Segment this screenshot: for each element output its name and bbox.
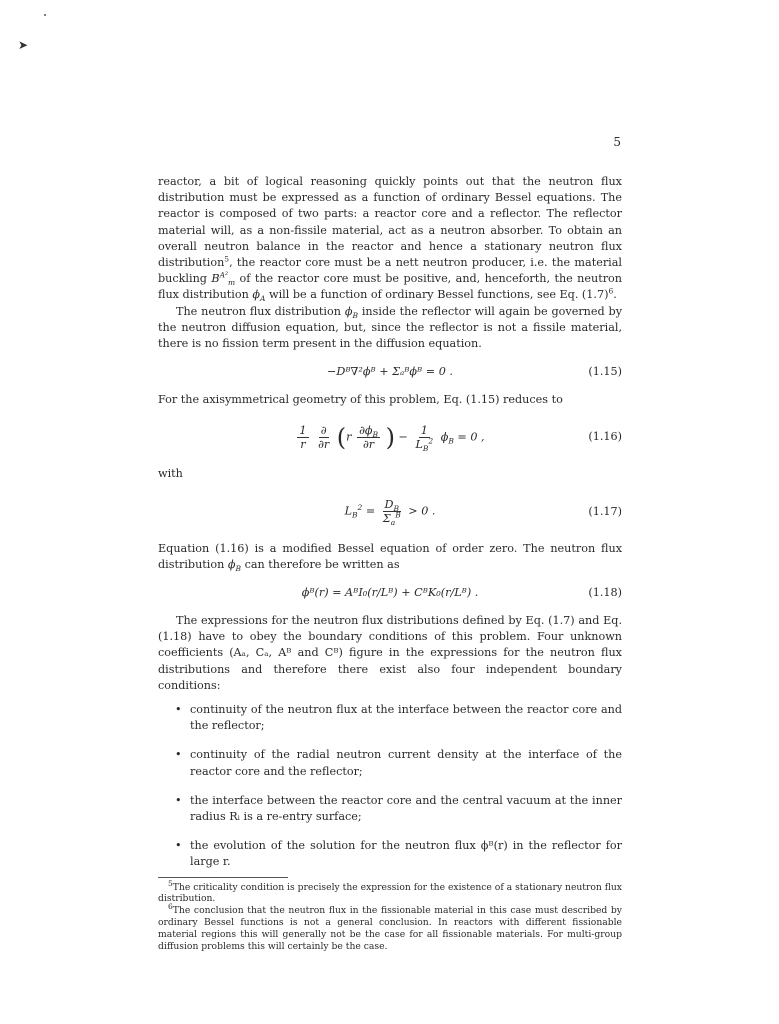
list-item: • the interface between the reactor core and the central vacuum at the inner radius Rᵢ is a re-entry surface; [190,793,622,825]
footnote-5: $^5$The criticality condition is precisely the expression for the existence of a stationary neutron flux distribution. [158,878,622,905]
boundary-conditions-list [158,702,622,871]
list-item: • continuity of the radial neutron current density at the interface of the reactor core and the reflector; [190,747,622,779]
equation-1-18: ϕᴮ(r) = AᴮI₀(r/Lᴮ) + CᴮK₀(r/Lᴮ) . (1.18) [301,585,622,599]
paragraph-3: Equation (1.16) is a modified Bessel equation of order zero. The neutron flux distribution $\phi_B$ can therefore be written as [158,541,622,574]
footnotes [158,878,622,953]
paragraph-2: The neutron flux distribution $\phi_B$ inside the reflector will again be governed by the neutron diffusion equation, but, since the reflector is not a fissile material, there is no fission term present in the diffusion equation. [158,304,623,351]
equation-1-16: $\frac{1}{r}$ $\frac{\partial}{\partial r}$ (r $\frac{\partial\phi_B}{\partial r}$ ) − $\frac{1}{L_B^2}$ $\phi_B = 0$ , (1.16) [299,423,622,454]
footnote-6: $^6$The conclusion that the neutron flux in the fissionable material in this case must described by ordinary Bessel functions is not a general conclusion. In reactors with different fissionable material regions this will generally not be the case for all fissionable materials. For multi-group diffusion problems this will certainly be the case. [158,902,622,952]
equation-1-15: −Dᴮ∇²ϕᴮ + Σₐᴮϕᴮ = 0 . (1.15) [327,365,622,379]
equation-1-17: $L_B^2$ = $\frac{D_B}{\Sigma_a^B}$ > 0 . (1.17) [344,498,622,528]
paragraph-1: reactor, a bit of logical reasoning quickly points out that the neutron flux distribution must be expressed as a function of ordinary Bessel equations. The reactor is composed of two parts: a reactor core and a reflector. The reflector material will, as a non-fissile material, act as a neutron absorber. To obtain an overall neutron balance in the reactor and hence a stationary neutron flux distribution$^5$, the reactor core must be a nett neutron producer, i.e. the material buckling $B^{A^2}_m$ of the reactor core must be positive, and, henceforth, the neutron flux distribution $\phi_A$ will be a function of ordinary Bessel functions, see Eq. $(1.7)^6$. [158,175,622,304]
corner-mark: ➤ [18,38,29,52]
text-reduces: For the axisymmetrical geometry of this problem, Eq. (1.15) reduces to [158,393,563,407]
scan-dot [44,14,46,16]
text-with: with [158,467,183,481]
paragraph-4: The expressions for the neutron flux distributions defined by Eq. (1.7) and Eq. (1.18) have to obey the boundary conditions of this problem. Four unknown coefficients (Aₐ, Cₐ, Aᴮ and Cᴮ) figure in the expressions for the neutron flux distributions and therefore there exist also four independent boundary conditions: [158,614,622,692]
list-item: • continuity of the neutron flux at the interface between the reactor core and the reflector; [190,702,622,734]
body-text [158,174,622,952]
list-item: • the evolution of the solution for the neutron flux ϕᴮ(r) in the reflector for large r. [190,838,622,870]
footnote-rule [158,877,288,878]
page-number: 5 [613,135,621,149]
